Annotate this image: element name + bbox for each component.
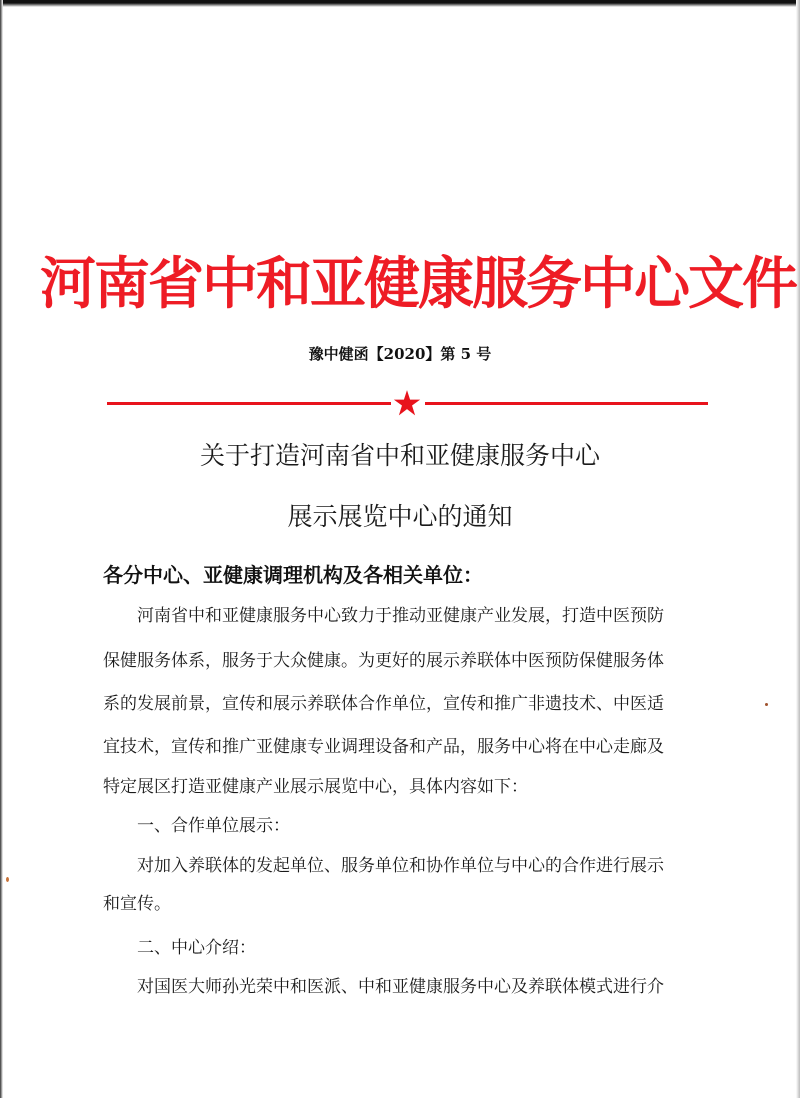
org-header-title: 河南省中和亚健康服务中心文件: [40, 251, 796, 317]
body-line: 特定展区打造亚健康产业展示展览中心，具体内容如下：: [103, 777, 528, 797]
red-divider-left: [107, 402, 391, 405]
document-number: 豫中健函【2020】第 5 号: [308, 345, 492, 363]
body-line: 和宣传。: [103, 894, 171, 914]
notice-title-line-1: 关于打造河南省中和亚健康服务中心: [199, 441, 600, 470]
body-line: 系的发展前景，宣传和展示养联体合作单位，宣传和推广非遗技术、中医适: [103, 694, 664, 714]
notice-title-line-2: 展示展览中心的通知: [287, 502, 513, 531]
red-star-icon: [393, 389, 421, 417]
salutation: 各分中心、亚健康调理机构及各相关单位：: [103, 563, 483, 587]
red-divider-right: [425, 402, 708, 405]
section-heading: 二、中心介绍：: [137, 938, 256, 958]
body-line: 宜技术，宣传和推广亚健康专业调理设备和产品，服务中心将在中心走廊及: [103, 737, 664, 757]
scan-speck: [6, 877, 9, 882]
section-heading: 一、合作单位展示：: [137, 816, 290, 836]
scan-right-edge: [796, 0, 800, 1098]
scan-top-edge: [0, 0, 800, 7]
body-line: 河南省中和亚健康服务中心致力于推动亚健康产业发展，打造中医预防: [137, 606, 664, 626]
body-line: 对国医大师孙光荣中和医派、中和亚健康服务中心及养联体模式进行介: [137, 977, 664, 997]
scan-left-edge: [0, 0, 3, 1098]
body-line: 保健服务体系，服务于大众健康。为更好的展示养联体中医预防保健服务体: [103, 651, 664, 671]
body-line: 对加入养联体的发起单位、服务单位和协作单位与中心的合作进行展示: [137, 856, 664, 876]
scan-speck: [765, 703, 768, 706]
